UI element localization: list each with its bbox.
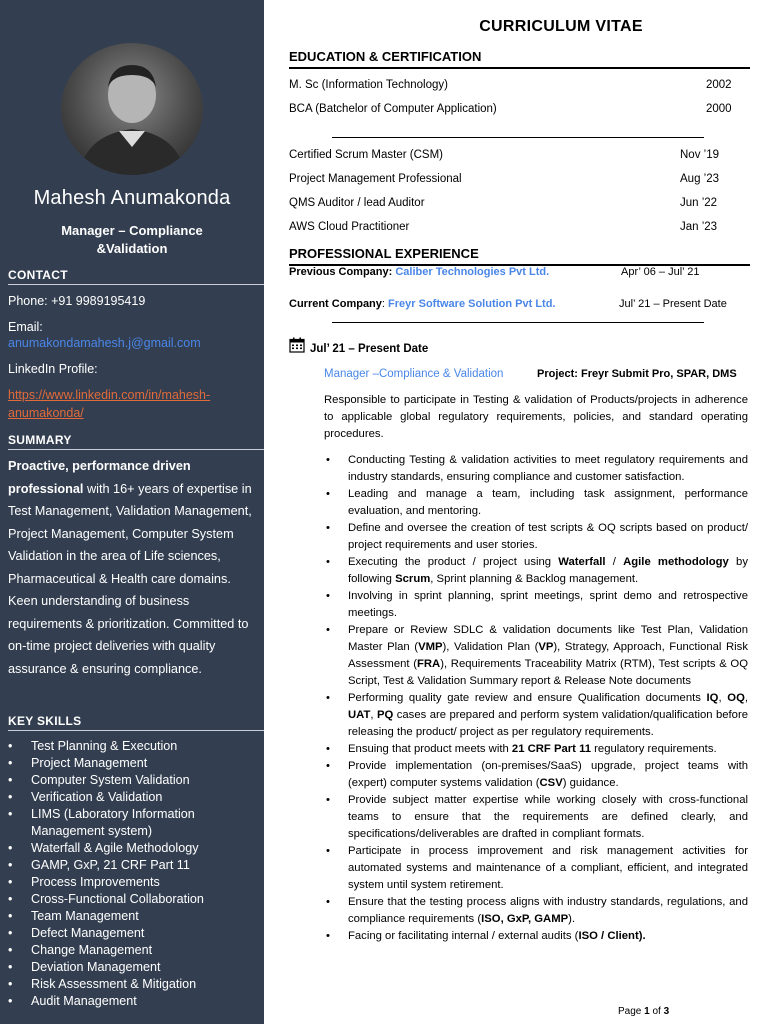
bullet-icon: • xyxy=(326,930,330,942)
summary-highlight: Proactive, performance driven professional xyxy=(8,459,191,496)
skill-item xyxy=(8,806,258,840)
bullet-icon: • xyxy=(8,841,13,855)
bullet-icon: • xyxy=(326,522,330,534)
skill-label: Risk Assessment & Mitigation xyxy=(31,977,197,991)
responsibilities-list xyxy=(324,452,748,945)
bullet-icon: • xyxy=(8,994,13,1008)
responsibility-item: • Executing the product / project using Waterfall / Agile methodology by following Scrum, Sprint planning & Backlog management. xyxy=(326,556,748,585)
candidate-title: Manager – Compliance &Validation xyxy=(61,223,203,256)
document-title: CURRICULUM VITAE xyxy=(479,18,643,35)
skill-item xyxy=(8,772,258,789)
skill-label: Cross-Functional Collaboration xyxy=(31,892,204,906)
skill-item xyxy=(8,993,258,1010)
previous-company-dates: Apr’ 06 – Jul’ 21 xyxy=(621,266,700,278)
education-name: BCA (Batchelor of Computer Application) xyxy=(289,103,497,115)
linkedin-link[interactable] xyxy=(8,386,210,422)
previous-company-label: Previous Company: xyxy=(289,266,396,278)
certification-date: Jan ’23 xyxy=(680,221,718,233)
bullet-icon: • xyxy=(326,692,330,704)
certification-date: Aug ’23 xyxy=(680,173,720,185)
skill-item xyxy=(8,925,258,942)
skill-label: Computer System Validation xyxy=(31,773,190,787)
bullet-icon: • xyxy=(8,875,13,889)
skill-label: Deviation Management xyxy=(31,960,161,974)
skill-label: Project Management xyxy=(31,756,148,770)
skill-item xyxy=(8,738,258,755)
linkedin-link-line-2[interactable]: anumakonda/ xyxy=(8,406,84,420)
bullet-icon: • xyxy=(8,807,13,821)
bullet-icon: • xyxy=(326,556,330,568)
main-content xyxy=(264,0,768,1024)
skill-label: Process Improvements xyxy=(31,875,160,889)
key-skills-heading: KEY SKILLS xyxy=(8,714,264,731)
contact-heading: CONTACT xyxy=(8,268,264,285)
linkedin-link-line-1[interactable]: https://www.linkedin.com/in/mahesh- xyxy=(8,388,211,402)
certification-name: Certified Scrum Master (CSM) xyxy=(289,149,443,161)
bullet-icon: • xyxy=(326,794,330,806)
skill-item xyxy=(8,959,258,976)
bullet-icon: • xyxy=(8,909,13,923)
summary-body: with 16+ years of expertise in Test Management, Validation Management, Project Management, Computer System Validation in the area of Life sciences, Pharmaceutical & Health care domains. Keen understanding of business requirements & prioritization. Committed to on-time project deliveries with quality assurance & ensuring compliance. xyxy=(8,481,252,676)
responsibility-item: • Prepare or Review SDLC & validation documents like Test Plan, Validation Master Plan (VMP), Validation Plan (VP), Strategy, Approach, Functional Risk Assessment (FRA), Requirements Traceability Matrix (RTM), Test scripts & OQ Script, Test & Validation Summary report & Release Note documents xyxy=(326,624,748,687)
skill-item xyxy=(8,789,258,806)
bullet-icon: • xyxy=(8,739,13,753)
skill-label: Waterfall & Agile Methodology xyxy=(31,841,199,855)
summary-heading: SUMMARY xyxy=(8,433,264,450)
current-company-label: Current Company xyxy=(289,298,382,310)
responsibility-item: • Performing quality gate review and ensure Qualification documents IQ, OQ, UAT, PQ cases are prepared and perform system validation/qualification before releasing the product/ project as per regulatory requirements. xyxy=(326,692,749,738)
page-total: 3 xyxy=(663,1006,670,1017)
education-name: M. Sc (Information Technology) xyxy=(289,79,448,91)
responsibility-item: • Ensuing that product meets with 21 CRF Part 11 regulatory requirements. xyxy=(324,741,748,758)
bullet-icon: • xyxy=(8,960,13,974)
responsibility-item: • Leading and manage a team, including task assignment, performance evaluation, and mentoring. xyxy=(326,488,748,517)
skill-item xyxy=(8,942,258,959)
linkedin-label: LinkedIn Profile: xyxy=(8,362,98,376)
skill-item xyxy=(8,891,258,908)
skill-item xyxy=(8,857,258,874)
education-heading: EDUCATION & CERTIFICATION xyxy=(289,49,750,69)
role-title: Manager –Compliance & Validation xyxy=(324,368,504,380)
skill-label: Change Management xyxy=(31,943,153,957)
bullet-icon: • xyxy=(8,790,13,804)
skill-label: Audit Management xyxy=(31,994,137,1008)
bullet-icon: • xyxy=(8,773,13,787)
divider xyxy=(332,322,704,323)
skill-label: LIMS (Laboratory Information Management system) xyxy=(31,807,195,838)
person-silhouette-icon xyxy=(61,43,203,175)
bullet-icon: • xyxy=(8,756,13,770)
calendar-icon xyxy=(289,337,305,353)
responsibility-item: • Involving in sprint planning, sprint meetings, sprint demo and retrospective meetings. xyxy=(326,590,748,619)
previous-company-name: Caliber Technologies Pvt Ltd. xyxy=(395,266,550,278)
phone-text: Phone: +91 9989195419 xyxy=(8,294,146,308)
previous-company xyxy=(289,266,549,278)
bullet-icon: • xyxy=(326,743,330,755)
responsibility-item: • Provide implementation (on-premises/SaaS) upgrade, project teams with (expert) computer systems validation (CSV) guidance. xyxy=(326,760,748,789)
email-link[interactable]: anumakondamahesh.j@gmail.com xyxy=(8,336,201,350)
bullet-icon: • xyxy=(326,845,330,857)
key-skills-list xyxy=(8,738,258,1010)
education-year: 2000 xyxy=(706,103,732,115)
page-number xyxy=(618,1006,669,1017)
skill-label: GAMP, GxP, 21 CRF Part 11 xyxy=(31,858,190,872)
bullet-icon: • xyxy=(8,977,13,991)
bullet-icon: • xyxy=(8,858,13,872)
page-current: 1 xyxy=(644,1006,650,1017)
skill-label: Defect Management xyxy=(31,926,145,940)
skill-item xyxy=(8,976,258,993)
project-list: Project: Freyr Submit Pro, SPAR, DMS xyxy=(537,368,737,380)
experience-heading: PROFESSIONAL EXPERIENCE xyxy=(289,246,750,266)
responsibility-item: • Conducting Testing & validation activities to meet regulatory requirements and industry standards, ensuring compliance and customer satisfaction. xyxy=(326,454,748,483)
bullet-icon: • xyxy=(326,488,330,500)
profile-photo xyxy=(61,43,203,175)
sidebar xyxy=(0,0,264,1024)
responsibility-item: • Define and oversee the creation of test scripts & OQ scripts based on product/ project requirements and user stories. xyxy=(326,522,748,551)
responsibility-item: • Provide subject matter expertise while working closely with cross-functional teams to ensure that the requirements are defined clearly, and specifications/deliverables are drafted in compliant formats. xyxy=(326,794,748,840)
bullet-icon: • xyxy=(326,624,330,636)
current-company-name: Freyr Software Solution Pvt Ltd. xyxy=(388,298,556,310)
responsibility-item: • Participate in process improvement and risk management activities for automated systems and maintenance of a compliant, efficient, and integrated system until system retirement. xyxy=(326,845,748,891)
skill-label: Team Management xyxy=(31,909,139,923)
bullet-icon: • xyxy=(8,892,13,906)
bullet-icon: • xyxy=(326,760,330,772)
bullet-icon: • xyxy=(326,454,330,466)
skill-item xyxy=(8,874,258,891)
bullet-icon: • xyxy=(326,590,330,602)
current-company xyxy=(289,298,556,310)
bullet-icon: • xyxy=(326,896,330,908)
education-year: 2002 xyxy=(706,79,732,91)
certification-name: QMS Auditor / lead Auditor xyxy=(289,197,425,209)
candidate-name: Mahesh Anumakonda xyxy=(33,187,231,209)
certification-name: AWS Cloud Practitioner xyxy=(289,221,410,233)
skill-label: Verification & Validation xyxy=(31,790,163,804)
responsibility-item: • Facing or facilitating internal / external audits (ISO / Client). xyxy=(324,928,748,945)
skill-label: Test Planning & Execution xyxy=(31,739,178,753)
certification-name: Project Management Professional xyxy=(289,173,462,185)
role-period: Jul’ 21 – Present Date xyxy=(310,343,429,355)
current-company-colon: : xyxy=(381,298,389,310)
divider xyxy=(332,137,704,138)
certification-date: Jun ’22 xyxy=(680,197,718,209)
skill-item xyxy=(8,908,258,925)
summary-text xyxy=(8,455,256,680)
email-label: Email: xyxy=(8,320,43,334)
skill-item xyxy=(8,840,258,857)
bullet-icon: • xyxy=(8,926,13,940)
certification-date: Nov ’19 xyxy=(680,149,719,161)
page-of: of xyxy=(649,1006,664,1017)
page-label: Page xyxy=(618,1006,645,1017)
role-intro: Responsible to participate in Testing & validation of Products/projects in adherence to applicable global regulatory requirements, policies, and standard operating procedures. xyxy=(324,394,748,440)
responsibility-item: • Ensure that the testing process aligns with industry standards, regulations, and compliance requirements (ISO, GxP, GAMP). xyxy=(326,896,748,925)
current-company-dates: Jul’ 21 – Present Date xyxy=(619,298,727,310)
bullet-icon: • xyxy=(8,943,13,957)
skill-item xyxy=(8,755,258,772)
